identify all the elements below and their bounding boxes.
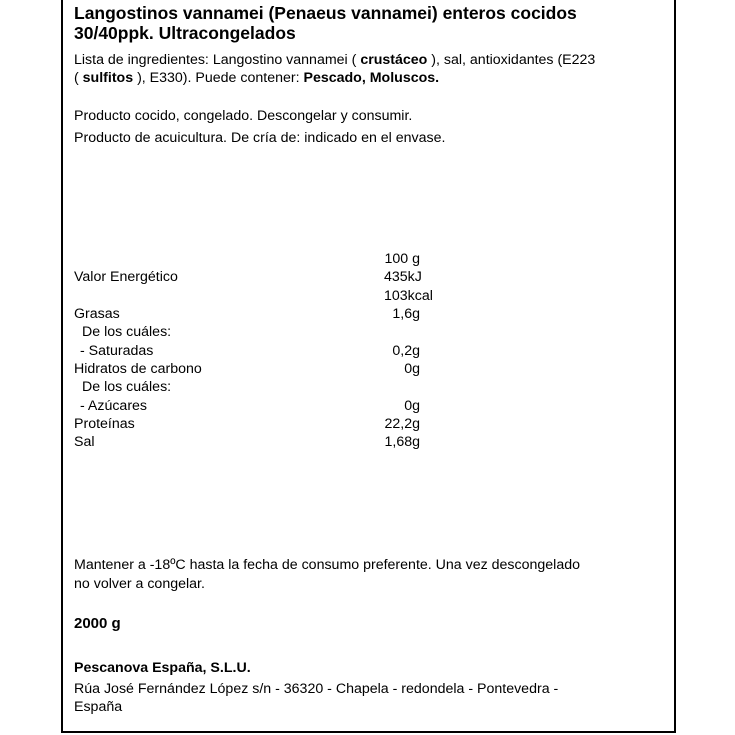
- company-address-line1: Rúa José Fernández López s/n - 36320 - Chapela - redondela - Pontevedra -: [74, 681, 559, 697]
- nutrition-label-energy: Valor Energético: [74, 269, 178, 285]
- product-info-line1: Producto cocido, congelado. Descongelar y consumir.: [74, 108, 413, 124]
- nutrition-value-azucares: 0g: [404, 398, 420, 414]
- nutrition-label-azucares: - Azúcares: [80, 398, 148, 414]
- ingredients-line2: [74, 69, 439, 87]
- nutrition-label-proteinas: Proteínas: [74, 416, 135, 432]
- nutrition-value-kcal: 103kcal: [384, 288, 433, 304]
- ingredients-text: (: [74, 70, 83, 86]
- nutrition-value-proteinas: 22,2g: [384, 416, 420, 432]
- product-title-line1: Langostinos vannamei (Penaeus vannamei) enteros cocidos: [74, 3, 577, 23]
- nutrition-header-100g: 100 g: [384, 251, 420, 267]
- nutrition-value-saturadas: 0,2g: [392, 343, 420, 359]
- allergen-sulfitos: sulfitos: [82, 70, 134, 86]
- nutrition-label-saturadas: - Saturadas: [80, 343, 154, 359]
- net-weight: 2000 g: [74, 615, 121, 632]
- nutrition-value-sal: 1,68g: [384, 434, 420, 450]
- ingredients-line1: [74, 51, 595, 69]
- ingredients-text: Lista de ingredientes: Langostino vannamei (: [74, 52, 361, 68]
- ingredients-text: ), sal, antioxidantes (E223: [427, 52, 596, 68]
- nutrition-value-kj: 435kJ: [384, 269, 422, 285]
- allergen-crustaceo: crustáceo: [360, 52, 428, 68]
- storage-line1: Mantener a -18ºC hasta la fecha de consumo preferente. Una vez descongelado: [74, 557, 580, 573]
- storage-line2: no volver a congelar.: [74, 576, 205, 592]
- nutrition-label-sal: Sal: [74, 434, 95, 450]
- nutrition-label-hidratos: Hidratos de carbono: [74, 361, 202, 377]
- nutrition-label-grasas: Grasas: [74, 306, 120, 322]
- company-address-line2: España: [74, 699, 123, 715]
- nutrition-value-hidratos: 0g: [404, 361, 420, 377]
- ingredients-text: ), E330). Puede contener:: [133, 70, 304, 86]
- product-info-line2: Producto de acuicultura. De cría de: indicado en el envase.: [74, 130, 446, 146]
- nutrition-label-de-los-cuales: De los cuáles:: [82, 324, 172, 340]
- nutrition-value-grasas: 1,6g: [392, 306, 420, 322]
- may-contain-allergens: Pescado, Moluscos.: [303, 70, 440, 86]
- nutrition-label-de-los-cuales: De los cuáles:: [82, 379, 172, 395]
- company-name: Pescanova España, S.L.U.: [74, 660, 251, 676]
- product-title-line2: 30/40ppk. Ultracongelados: [74, 23, 296, 43]
